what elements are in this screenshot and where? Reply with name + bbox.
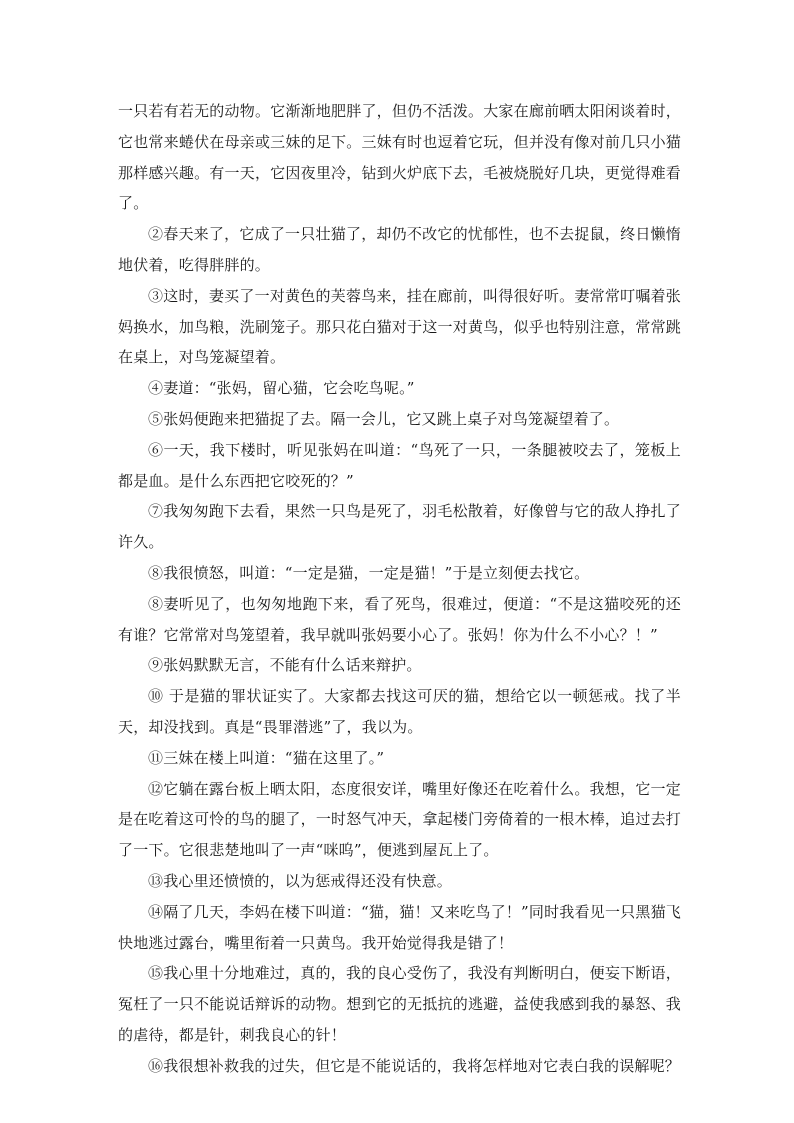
paragraph-6: ⑥一天，我下楼时，听见张妈在叫道：“鸟死了一只，一条腿被咬去了，笼板上都是血。是什么东西把它咬死的？”: [118, 440, 681, 490]
paragraph-1-continued: 一只若有若无的动物。它渐渐地肥胖了，但仍不活泼。大家在廊前晒太阳闲谈着时，它也常来蜷伏在母亲或三妹的足下。三妹有时也逗着它玩，但并没有像对前几只小猫那样感兴趣。有一天，它因夜里冷，钻到火炉底下去，毛被烧脱好几块，更觉得难看了。: [118, 102, 681, 213]
paragraph-12: ⑫它躺在露台板上晒太阳，态度很安详，嘴里好像还在吃着什么。我想，它一定是在吃着这可怜的鸟的腿了，一时怒气冲天，拿起楼门旁倚着的一根木棒，追过去打了一下。它很悲楚地叫了一声“咪呜”，便逃到屋瓦上了。: [118, 779, 681, 860]
paragraph-13: ⑬我心里还愤愤的，以为惩戒得还没有快意。: [148, 871, 453, 890]
paragraph-16: ⑯我很想补救我的过失，但它是不能说话的，我将怎样地对它表白我的误解呢？: [148, 1056, 681, 1075]
paragraph-7: ⑦我匆匆跑下去看，果然一只鸟是死了，羽毛松散着，好像曾与它的敌人挣扎了许久。: [118, 502, 681, 552]
paragraph-3: ③这时，妻买了一对黄色的芙蓉鸟来，挂在廊前，叫得很好听。妻常常叮嘱着张妈换水，加鸟粮，洗刷笼子。那只花白猫对于这一对黄鸟，似乎也特别注意，常常跳在桌上，对鸟笼凝望着。: [118, 286, 681, 367]
paragraph-9: ⑨张妈默默无言，不能有什么话来辩护。: [148, 656, 422, 675]
document-page: [118, 96, 681, 1082]
paragraph-14: ⑭隔了几天，李妈在楼下叫道：“猫，猫！又来吃鸟了！”同时我看见一只黑猫飞快地逃过露台，嘴里衔着一只黄鸟。我开始觉得我是错了！: [118, 902, 681, 952]
paragraph-2: ②春天来了，它成了一只壮猫了，却仍不改它的忧郁性，也不去捉鼠，终日懒惰地伏着，吃得胖胖的。: [118, 225, 681, 274]
paragraph-5: ⑤张妈便跑来把猫捉了去。隔一会儿，它又跳上桌子对鸟笼凝望着了。: [148, 409, 620, 428]
paragraph-15: ⑮我心里十分地难过，真的，我的良心受伤了，我没有判断明白，便妄下断语，冤枉了一只不能说话辩诉的动物。想到它的无抵抗的逃避，益使我感到我的暴怒、我的虐待，都是针，刺我良心的针！: [118, 964, 681, 1044]
paragraph-10: ⑩ 于是猫的罪状证实了。大家都去找这可厌的猫，想给它以一顿惩戒。找了半天，却没找到。真是“畏罪潜逃”了，我以为。: [118, 687, 681, 736]
paragraph-8b: ⑧妻听见了，也匆匆地跑下来，看了死鸟，很难过，便道：“不是这猫咬死的还有谁？它常常对鸟笼望着，我早就叫张妈要小心了。张妈！你为什么不小心？！”: [118, 594, 681, 644]
paragraph-4: ④妻道：“张妈，留心猫，它会吃鸟呢。”: [148, 379, 415, 398]
paragraph-8: ⑧我很愤怒，叫道：“一定是猫，一定是猫！”于是立刻便去找它。: [148, 563, 590, 582]
paragraph-11: ⑪三妹在楼上叫道：“猫在这里了。”: [148, 748, 385, 767]
